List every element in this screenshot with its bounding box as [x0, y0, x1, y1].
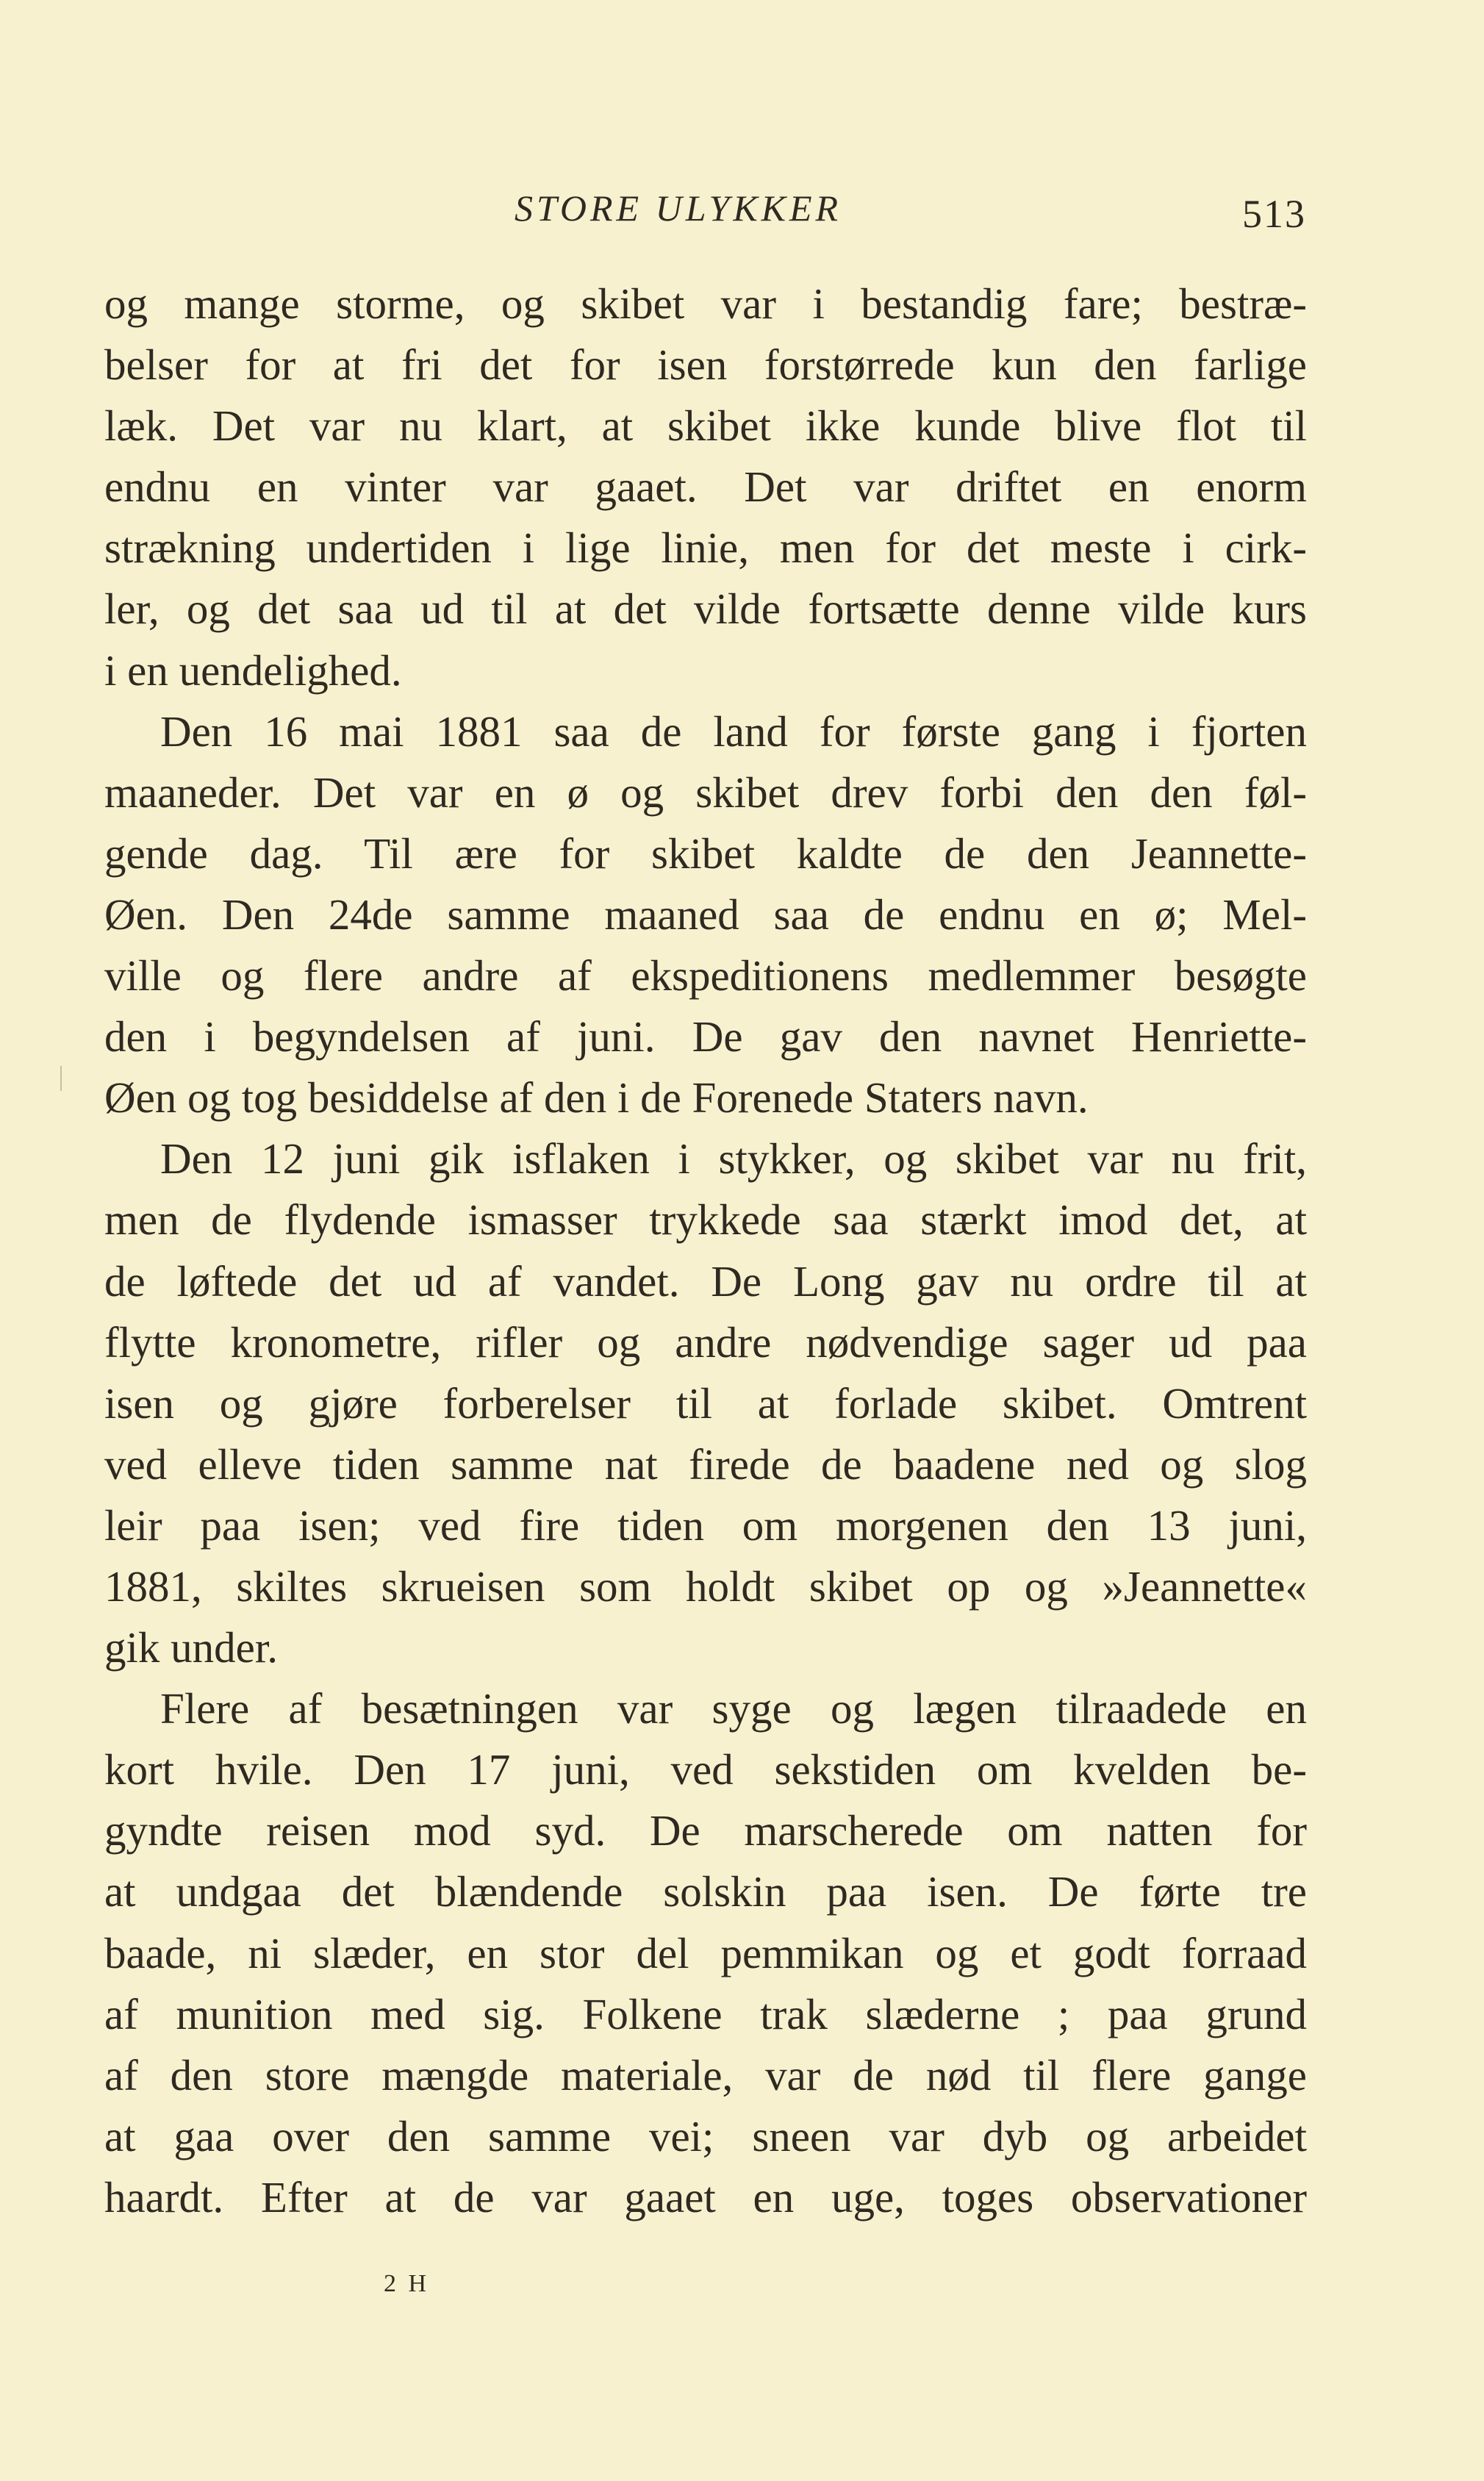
text-line: og mange storme, og skibet var i bestandig fare; bestræ-: [104, 279, 1307, 328]
text-line: af den store mængde materiale, var de nød til flere gange: [104, 2050, 1307, 2099]
text-line: kort hvile. Den 17 juni, ved sekstiden om kvelden be-: [104, 1745, 1307, 1794]
text-line: haardt. Efter at de var gaaet en uge, toges observationer: [104, 2172, 1307, 2222]
signature-mark: 2 H: [384, 2270, 430, 2297]
text-line: gyndte reisen mod syd. De marscherede om natten for: [104, 1806, 1307, 1855]
running-title: STORE ULYKKER: [515, 187, 842, 229]
text-line: at undgaa det blændende solskin paa isen. De førte tre: [104, 1867, 1307, 1916]
text-line: læk. Det var nu klart, at skibet ikke kunde blive flot til: [104, 401, 1307, 451]
text-line: endnu en vinter var gaaet. Det var driftet en enorm: [104, 462, 1307, 512]
text-line: ved elleve tiden samme nat firede de baadene ned og slog: [104, 1439, 1307, 1489]
text-line: den i begyndelsen af juni. De gav den navnet Henriette-: [104, 1012, 1307, 1062]
text-line: Øen og tog besiddelse af den i de Forenede Staters navn.: [104, 1073, 1089, 1123]
text-line: flytte kronometre, rifler og andre nødvendige sager ud paa: [104, 1317, 1307, 1367]
body-text: [104, 273, 1307, 2228]
text-line: gik under.: [104, 1623, 278, 1672]
text-line: men de flydende ismasser trykkede saa stærkt imod det, at: [104, 1195, 1307, 1245]
text-line: isen og gjøre forberelser til at forlade skibet. Omtrent: [104, 1378, 1307, 1428]
text-line: ler, og det saa ud til at det vilde fortsætte denne vilde kurs: [104, 584, 1307, 634]
running-head: [0, 182, 1484, 241]
text-line: Øen. Den 24de samme maaned saa de endnu en ø; Mel-: [104, 889, 1307, 939]
text-line: at gaa over den samme vei; sneen var dyb og arbeidet: [104, 2111, 1307, 2160]
text-line: maaneder. Det var en ø og skibet drev forbi den den føl-: [104, 767, 1307, 817]
text-line: strækning undertiden i lige linie, men for det meste i cirk-: [104, 523, 1307, 573]
text-line: Flere af besætningen var syge og lægen tilraadede en: [160, 1684, 1307, 1733]
text-line: Den 16 mai 1881 saa de land for første gang i fjorten: [160, 706, 1307, 756]
text-line: de løftede det ud af vandet. De Long gav nu ordre til at: [104, 1256, 1307, 1306]
page-number: 513: [1242, 192, 1306, 236]
text-line: i en uendelighed.: [104, 645, 402, 695]
text-line: af munition med sig. Folkene trak slæderne ; paa grund: [104, 1989, 1307, 2038]
text-line: baade, ni slæder, en stor del pemmikan og et godt forraad: [104, 1928, 1307, 1977]
text-line: ville og flere andre af ekspeditionens medlemmer besøgte: [104, 951, 1307, 1000]
text-line: 1881, skiltes skrueisen som holdt skibet op og »Jeannette«: [104, 1561, 1307, 1611]
margin-mark: [60, 1066, 62, 1091]
text-line: leir paa isen; ved fire tiden om morgenen den 13 juni,: [104, 1500, 1307, 1550]
text-line: belser for at fri det for isen forstørrede kun den farlige: [104, 340, 1307, 390]
text-line: Den 12 juni gik isflaken i stykker, og skibet var nu frit,: [160, 1134, 1307, 1184]
text-line: gende dag. Til ære for skibet kaldte de den Jeannette-: [104, 828, 1307, 878]
